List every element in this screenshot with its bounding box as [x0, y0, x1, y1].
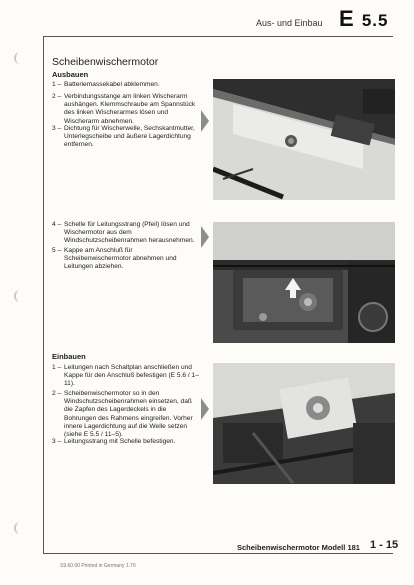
installation-step-2: [52, 390, 200, 439]
figure-pointer: [201, 110, 209, 132]
removal-step-5: [52, 247, 200, 272]
photo-motor-clamp: [213, 222, 395, 343]
removal-step-3: [52, 125, 200, 150]
photo-wiper-arm-removal: [213, 79, 395, 200]
section-code: [339, 6, 388, 32]
figure-pointer: [201, 398, 209, 420]
step-text: Kappe am Anschluß für Scheibenwischermotor abnehmen und Leitungen abziehen.: [64, 247, 177, 271]
step-text: Batteriemassekabel abklemmen.: [64, 81, 160, 88]
page-title: Scheibenwischermotor: [52, 56, 159, 68]
punch-hole: [14, 52, 26, 64]
step-number: 2 –: [52, 390, 62, 397]
step-number: 3 –: [52, 438, 62, 445]
header-rule: [43, 36, 393, 37]
punch-hole: [14, 290, 26, 302]
step-text: Leitungsstrang mit Schelle befestigen.: [64, 438, 176, 445]
section-code-letter: E: [339, 6, 355, 31]
step-number: 1 –: [52, 364, 62, 371]
photo-motor-installation: [213, 363, 395, 484]
step-text: Dichtung für Wischerwelle, Sechskantmutter, Unterlegscheibe und äußere Lagerdichtung entfernen.: [64, 125, 195, 149]
step-number: 5 –: [52, 247, 62, 254]
removal-heading: Ausbauen: [52, 70, 89, 79]
step-number: 2 –: [52, 93, 62, 100]
step-text: Schelle für Leitungsstrang (Pfeil) lösen und Wischermotor aus dem Windschutzscheibenrahmen herausnehmen.: [64, 221, 195, 245]
removal-step-2: [52, 93, 200, 126]
footer-rule: [43, 553, 393, 554]
step-text: Scheibenwischermotor so in den Windschutzscheibenrahmen einsetzen, daß die Zapfen des Lagerdeckels in die Bohrungen des Rahmens eingreifen. Vorher innere Lagerdichtung auf die Welle setzen (siehe E 5.5 / 11–5).: [64, 390, 193, 439]
installation-heading: Einbauen: [52, 352, 86, 361]
installation-step-1: [52, 364, 200, 389]
step-number: 4 –: [52, 221, 62, 228]
section-label: Aus- und Einbau: [256, 18, 323, 28]
step-text: Verbindungsstange am linken Wischerarm aushängen. Klemmschraube am Spannstück des linken Wischerarmes lösen und Wischerarm abnehmen.: [64, 93, 196, 125]
removal-step-1: [52, 81, 200, 89]
footer-title: Scheibenwischermotor Modell 181: [237, 543, 360, 552]
margin-rule: [43, 36, 44, 553]
installation-step-3: [52, 438, 200, 446]
removal-step-4: [52, 221, 200, 246]
print-note: S9.60.00 Printed in Germany 1.70: [60, 563, 136, 569]
section-code-number: 5.5: [361, 11, 389, 30]
step-number: 3 –: [52, 125, 62, 132]
step-text: Leitungen nach Schaltplan anschließen und Kappe für den Anschluß befestigen (E 5.6 / 1–11).: [64, 364, 199, 388]
punch-hole: [14, 522, 26, 534]
step-number: 1 –: [52, 81, 62, 88]
figure-pointer: [201, 226, 209, 248]
page-number: 1 - 15: [370, 539, 399, 551]
